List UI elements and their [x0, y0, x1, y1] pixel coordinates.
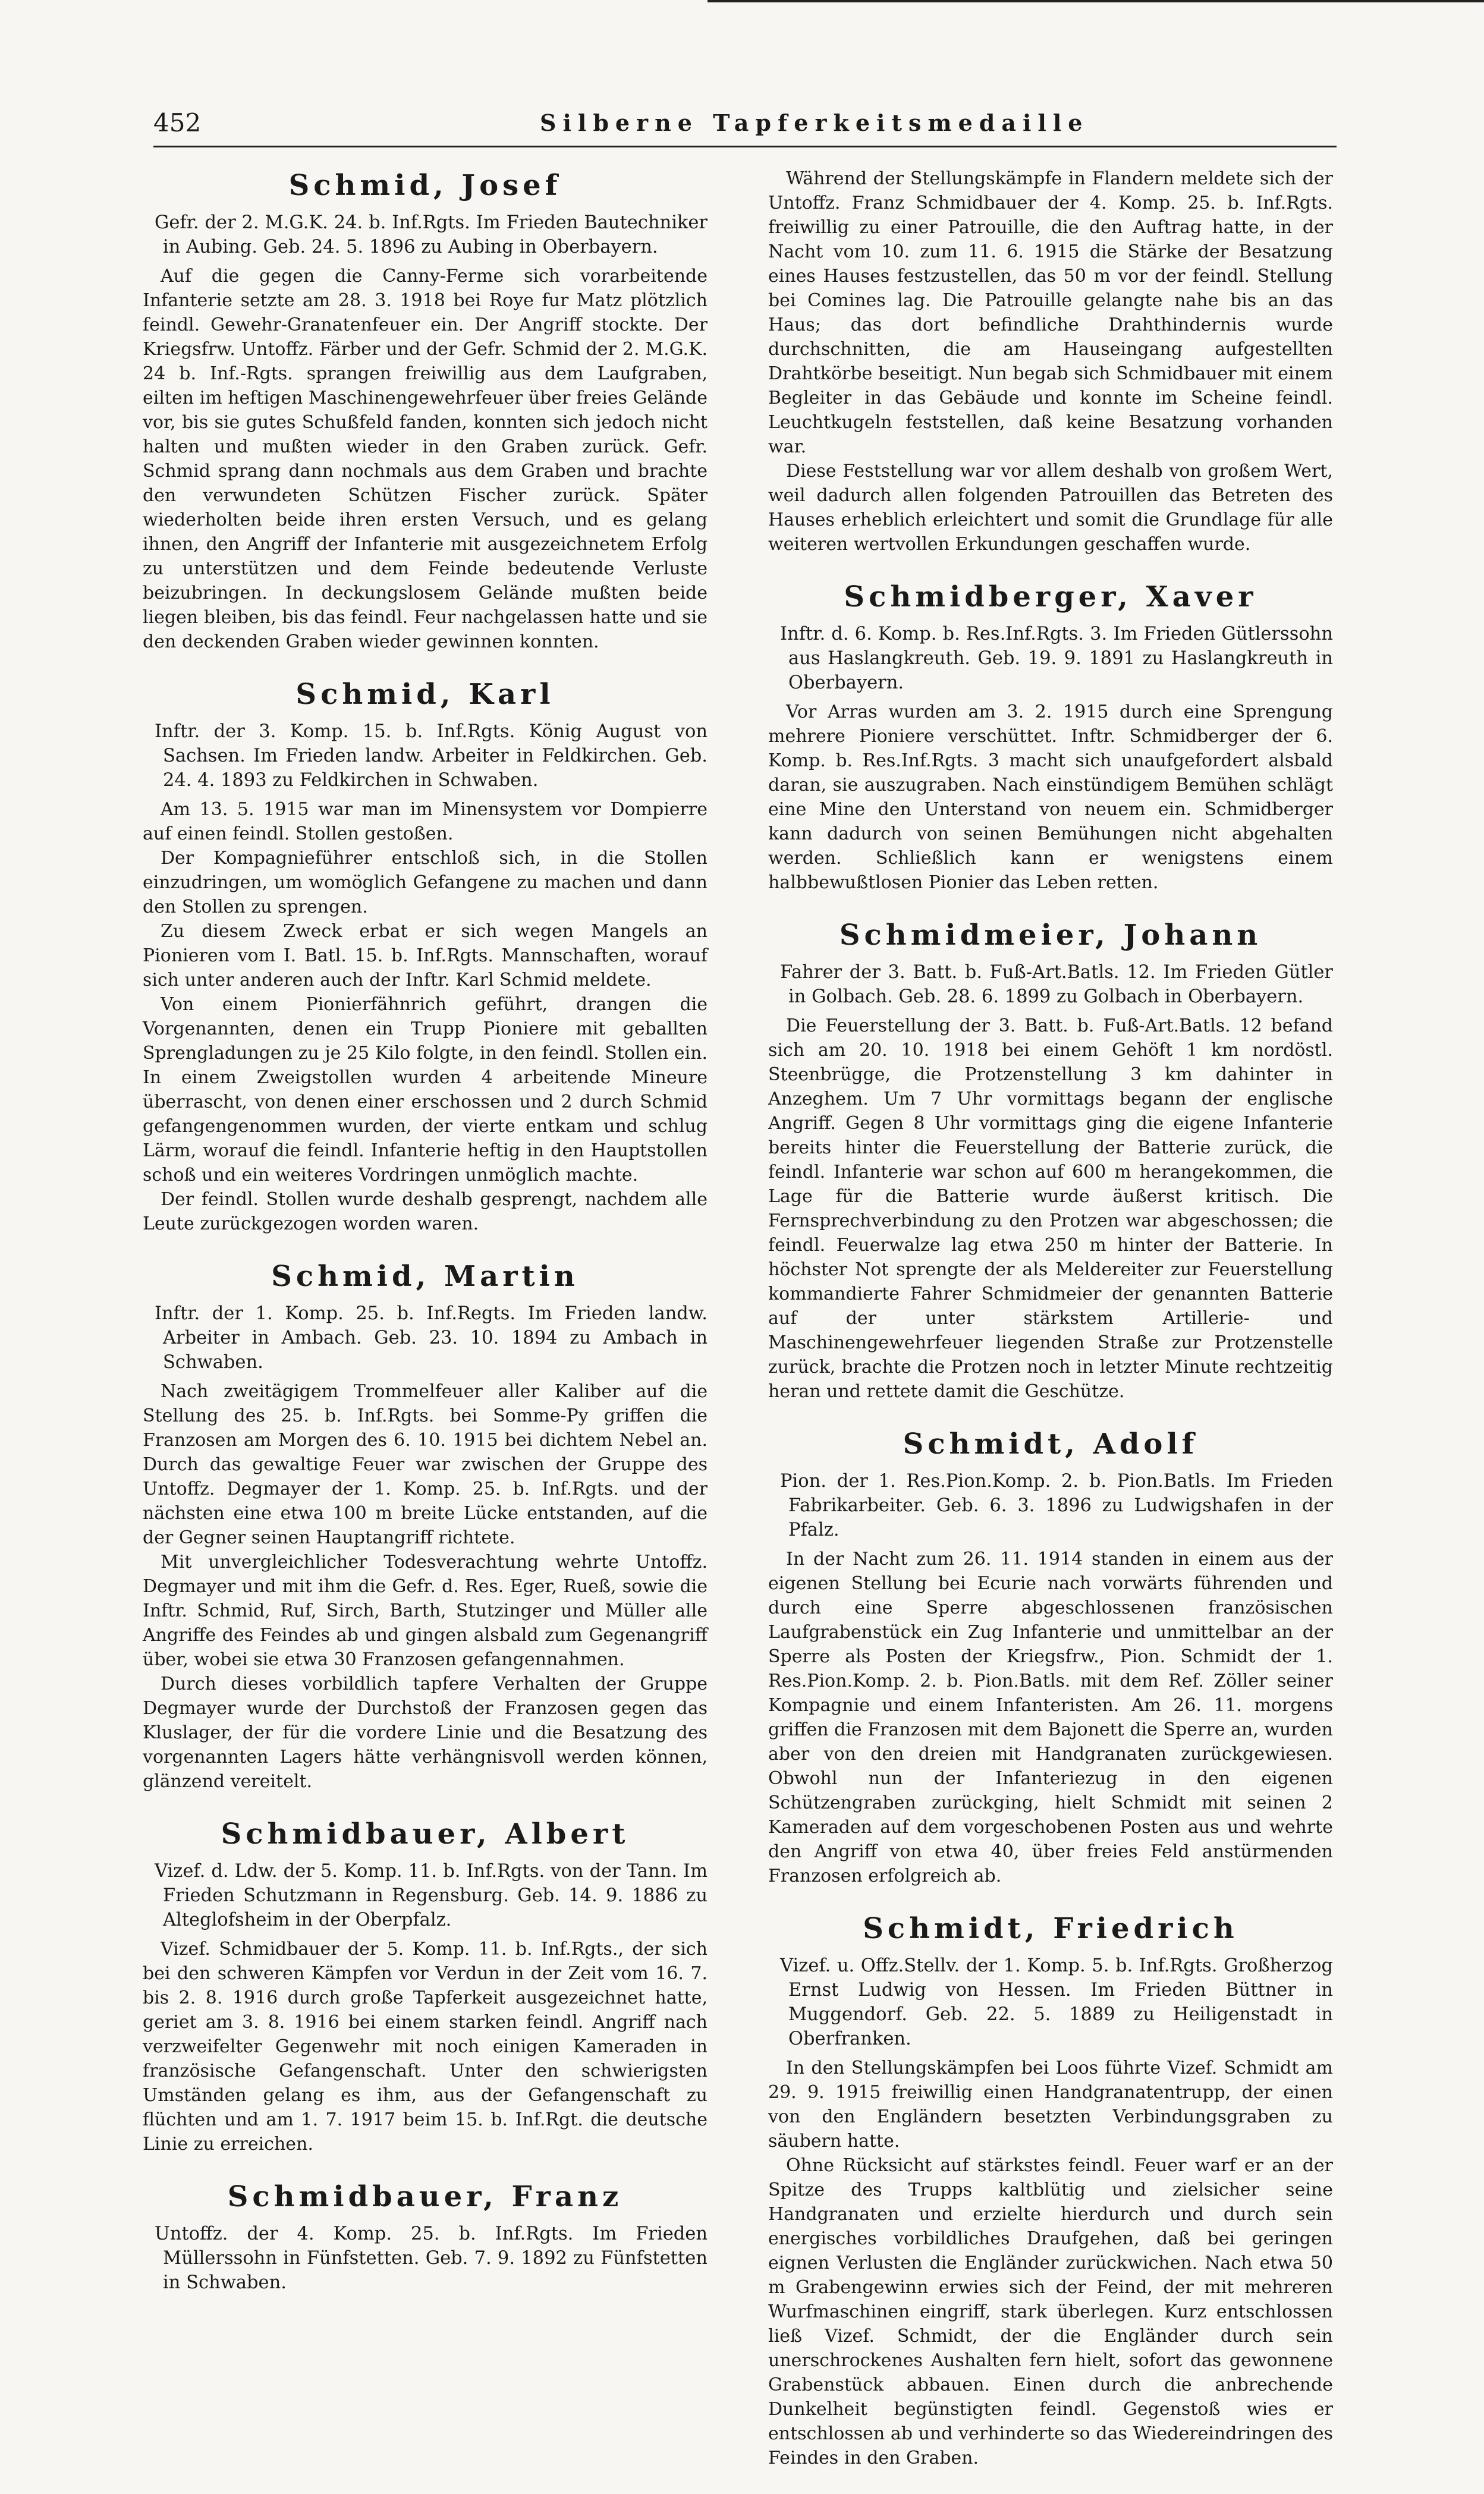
entry-header: Pion. der 1. Res.Pion.Komp. 2. b. Pion.Batls. Im Frieden Fabrikarbeiter. Geb. 6. 3. 1896 zu Ludwigshafen in der Pfalz.	[780, 1471, 1333, 1540]
entry-name: Schmid, Josef	[288, 169, 562, 202]
entry-name: Schmidbauer, Franz	[227, 2180, 623, 2213]
left-column	[143, 166, 708, 2319]
entry-paragraph: Von einem Pionierfähnrich geführt, drangen die Vorgenannten, denen ein Trupp Pioniere mit geballten Sprengladungen zu je 25 Kilo folgte, in den feindl. Stollen ein. In einem Zweigstollen wurden 4 arbeitende Mineure überrascht, von denen einer erschossen und 2 durch Schmid gefangengenommen wurden, der vierte entkam und schlug Lärm, worauf die feindl. Infanterie heftig in den Hauptstollen schoß und ein weiteres Vordringen unmöglich machte.	[143, 994, 708, 1185]
entry-paragraph: Durch dieses vorbildlich tapfere Verhalten der Gruppe Degmayer wurde der Durchstoß der Franzosen gegen das Kluslager, der für die vordere Linie und die Besatzung des vorgenannten Lagers hätte verhängnisvoll werden können, glänzend vereitelt.	[143, 1674, 708, 1792]
right-column	[768, 166, 1333, 2494]
entry	[143, 169, 708, 654]
entry-name: Schmidbauer, Albert	[221, 1817, 630, 1851]
entry	[768, 580, 1333, 895]
entry-paragraph: Am 13. 5. 1915 war man im Minensystem vor Dompierre auf einen feindl. Stollen gestoßen.	[143, 799, 708, 844]
entry-paragraph: Die Feuerstellung der 3. Batt. b. Fuß-Art.Batls. 12 befand sich am 20. 10. 1918 bei einem Gehöft 1 km nordöstl. Steenbrügge, die Protzenstellung 3 km dahinter in Anzeghem. Um 7 Uhr vormittags begann der englische Angriff. Gegen 8 Uhr vormittags ging die eigene Infanterie bereits hinter die Feuerstellung der Batterie zurück, die feindl. Infanterie war schon auf 600 m herangekommen, die Lage für die Batterie wurde äußerst kritisch. Die Fernsprechverbindung zu den Protzen war abgeschossen; die feindl. Feuerwalze lag etwa 250 m hinter der Batterie. In höchster Not sprengte der als Meldereiter zur Feuerstellung kommandierte Fahrer Schmidmeier der genannten Batterie auf der unter stärkstem Artillerie- und Maschinengewehrfeuer liegenden Straße zur Protzenstelle zurück, brachte die Protzen noch in letzter Minute rechtzeitig heran und rettete damit die Geschütze.	[768, 1015, 1333, 1402]
entry	[143, 678, 708, 1236]
entry	[143, 1260, 708, 1794]
entry-header: Gefr. der 2. M.G.K. 24. b. Inf.Rgts. Im Frieden Bautechniker in Aubing. Geb. 24. 5. 1896 zu Aubing in Oberbayern.	[155, 212, 708, 257]
entry-paragraph: Vizef. Schmidbauer der 5. Komp. 11. b. Inf.Rgts., der sich bei den schweren Kämpfen vor Verdun in der Zeit vom 16. 7. bis 2. 8. 1916 durch große Tapferkeit ausgezeichnet hatte, geriet am 3. 8. 1916 bei einem starken feindl. Angriff nach verzweifelter Gegenwehr mit noch einigen Kameraden in französische Gefangenschaft. Unter den schwierigsten Umständen gelang es ihm, aus der Gefangenschaft zu flüchten und am 1. 7. 1917 beim 15. b. Inf.Rgt. die deutsche Linie zu erreichen.	[143, 1939, 708, 2155]
entry	[768, 919, 1333, 1404]
entry-paragraph: Auf die gegen die Canny-Ferme sich vorarbeitende Infanterie setzte am 28. 3. 1918 bei Roye fur Matz plötzlich feindl. Gewehr-Granatenfeuer ein. Der Angriff stockte. Der Kriegsfrw. Untoffz. Färber und der Gefr. Schmid der 2. M.G.K. 24 b. Inf.-Rgts. sprangen freiwillig aus dem Laufgraben, eilten im heftigen Maschinengewehrfeuer über freies Gelände vor, bis sie gutes Schußfeld fanden, konnten sich jedoch nicht halten und mußten wieder in den Graben zurück. Gefr. Schmid sprang dann nochmals aus dem Graben und brachte den verwundeten Schützen Fischer zurück. Später wiederholten beide ihren ersten Versuch, und es gelang ihnen, den Angriff der Infanterie mit ausgezeichnetem Erfolg zu unterstützen und dem Feinde bedeutende Verluste beizubringen. In deckungslosem Gelände mußten beide liegen bleiben, bis das feindl. Feur nachgelassen hatte und sie den deckenden Graben wieder gewinnen konnten.	[143, 266, 708, 652]
entry-paragraph: Der feindl. Stollen wurde deshalb gesprengt, nachdem alle Leute zurückgezogen worden waren.	[143, 1189, 708, 1234]
entry-paragraph: Ohne Rücksicht auf stärkstes feindl. Feuer warf er an der Spitze des Trupps kaltblütig und zielsicher seine Handgranaten und erzielte hierdurch und durch sein energisches vorbildliches Draufgehen, daß bei geringen eignen Verlusten die Engländer zurückwichen. Nach etwa 50 m Grabengewinn erwies sich der Feind, der mit mehreren Wurfmaschinen eingriff, stark überlegen. Kurz entschlossen ließ Vizef. Schmidt, der die Engländer durch sein unerschrockenes Aushalten fern hielt, sofort das gewonnene Grabenstück abbauen. Einen durch die anbrechende Dunkelheit begünstigten feindl. Gegenstoß wies er entschlossen ab und verhinderte so das Wiedereindringen des Feindes in den Graben.	[768, 2155, 1333, 2468]
entry-paragraph: Mit unvergleichlicher Todesverachtung wehrte Untoffz. Degmayer und mit ihm die Gefr. d. Res. Eger, Rueß, sowie die Inftr. Schmid, Ruf, Sirch, Barth, Stutzinger und Müller alle Angriffe des Feindes ab und gingen alsbald zum Gegenangriff über, wobei sie etwa 30 Franzosen gefangennahmen.	[143, 1552, 708, 1670]
entry-name: Schmidberger, Xaver	[844, 580, 1257, 614]
entry-header: Vizef. d. Ldw. der 5. Komp. 11. b. Inf.Rgts. von der Tann. Im Frieden Schutzmann in Regensburg. Geb. 14. 9. 1886 zu Alteglofsheim in der Oberpfalz.	[155, 1861, 708, 1930]
entry-header: Untoffz. der 4. Komp. 25. b. Inf.Rgts. Im Frieden Müllerssohn in Fünfstetten. Geb. 7. 9. 1892 zu Fünfstetten in Schwaben.	[155, 2223, 708, 2293]
entry-paragraph: Nach zweitägigem Trommelfeuer aller Kaliber auf die Stellung des 25. b. Inf.Rgts. bei Somme-Py griffen die Franzosen am Morgen des 6. 10. 1915 bei dichtem Nebel an. Durch das gewaltige Feuer war zwischen der Gruppe des Untoffz. Degmayer der 1. Komp. 25. b. Inf.Rgts. und der nächsten eine etwa 100 m breite Lücke entstanden, auf die der Gegner seinen Hauptangriff richtete.	[143, 1381, 708, 1548]
entry-name: Schmidmeier, Johann	[839, 919, 1262, 952]
entry	[143, 2180, 708, 2295]
entry	[768, 1427, 1333, 1888]
entry-paragraph: Während der Stellungskämpfe in Flandern meldete sich der Untoffz. Franz Schmidbauer der 4. Komp. 25. b. Inf.Rgts. freiwillig zu einer Patrouille, die den Auftrag hatte, in der Nacht vom 10. zum 11. 6. 1915 die Stärke der Besatzung eines Hauses festzustellen, das 50 m vor der feindl. Stellung bei Comines lag. Die Patrouille gelangte nahe bis an das Haus; das dort befindliche Drahthindernis wurde durchschnitten, die am Hauseingang aufgestellten Drahtkörbe beseitigt. Nun begab sich Schmidbauer mit einem Begleiter in das Gebäude und konnte im Scheine feindl. Leuchtkugeln feststellen, daß keine Besatzung vorhanden war.	[768, 168, 1333, 457]
entry	[768, 166, 1333, 556]
entry	[768, 1912, 1333, 2470]
entry-paragraph: Diese Feststellung war vor allem deshalb von großem Wert, weil dadurch allen folgenden Patrouillen das Betreten des Hauses erheblich erleichtert und somit die Grundlage für alle weiteren wertvollen Erkundungen geschaffen wurde.	[768, 461, 1333, 555]
entry-header: Inftr. der 1. Komp. 25. b. Inf.Regts. Im Frieden landw. Arbeiter in Ambach. Geb. 23. 10. 1894 zu Ambach in Schwaben.	[155, 1303, 708, 1373]
running-title: Silberne Tapferkeitsmedaille	[540, 109, 1089, 136]
page-number: 452	[153, 108, 202, 137]
entry-header: Inftr. der 3. Komp. 15. b. Inf.Rgts. König August von Sachsen. Im Frieden landw. Arbeiter in Feldkirchen. Geb. 24. 4. 1893 zu Feldkirchen in Schwaben.	[155, 721, 708, 791]
entry-paragraph: Vor Arras wurden am 3. 2. 1915 durch eine Sprengung mehrere Pioniere verschüttet. Inftr. Schmidberger der 6. Komp. b. Res.Inf.Rgts. 3 macht sich unaufgefordert alsbald daran, sie auszugraben. Nach einstündigem Bemühen schlägt eine Mine den Unterstand von neuem ein. Schmidberger kann dadurch von seinen Bemühungen nicht abgehalten werden. Schließlich kann er wenigstens einem halbbewußtlosen Pionier das Leben retten.	[768, 702, 1333, 893]
entry-paragraph: In den Stellungskämpfen bei Loos führte Vizef. Schmidt am 29. 9. 1915 freiwillig einen Handgranatentrupp, der einen von den Engländern besetzten Verbindungsgraben zu säubern hatte.	[768, 2058, 1333, 2152]
entry-header: Vizef. u. Offz.Stellv. der 1. Komp. 5. b. Inf.Rgts. Großherzog Ernst Ludwig von Hessen. Im Frieden Büttner in Muggendorf. Geb. 22. 5. 1889 zu Heiligenstadt in Oberfranken.	[780, 1955, 1333, 2049]
entry-name: Schmid, Karl	[295, 678, 555, 711]
entry-name: Schmidt, Adolf	[903, 1427, 1199, 1461]
entry-header: Inftr. d. 6. Komp. b. Res.Inf.Rgts. 3. Im Frieden Gütlerssohn aus Haslangkreuth. Geb. 19. 9. 1891 zu Haslangkreuth in Oberbayern.	[780, 624, 1333, 693]
entry-name: Schmid, Martin	[271, 1260, 579, 1293]
entry-name: Schmidt, Friedrich	[863, 1912, 1238, 1945]
entry-header: Fahrer der 3. Batt. b. Fuß-Art.Batls. 12. Im Frieden Gütler in Golbach. Geb. 28. 6. 1899 zu Golbach in Oberbayern.	[780, 962, 1333, 1007]
header-rule	[153, 146, 1337, 147]
top-border-rule	[708, 0, 1484, 2]
entry-paragraph: In der Nacht zum 26. 11. 1914 standen in einem aus der eigenen Stellung bei Ecurie nach vorwärts führenden und durch eine Sperre abgeschlossenen französischen Laufgrabenstück ein Zug Infanterie und unmittelbar an der Sperre als Posten der Kriegsfrw., Pion. Schmidt der 1. Res.Pion.Komp. 2. b. Pion.Batls. mit dem Ref. Zöller seiner Kompagnie und einem Infanteristen. Am 26. 11. morgens griffen die Franzosen mit dem Bajonett die Sperre an, wurden aber von den dreien mit Handgranaten zurückgewiesen. Obwohl nun der Infanteriezug in den eigenen Schützengraben zurückging, hielt Schmidt mit seinen 2 Kameraden auf dem vorgeschobenen Posten aus und wehrte den Angriff von etwa 40, über freies Feld anstürmenden Franzosen erfolgreich ab.	[768, 1549, 1333, 1886]
entry	[143, 1817, 708, 2156]
page-header	[153, 106, 1337, 147]
entry-paragraph: Zu diesem Zweck erbat er sich wegen Mangels an Pionieren vom I. Batl. 15. b. Inf.Rgts. Mannschaften, worauf sich unter anderen auch der Inftr. Karl Schmid meldete.	[143, 921, 708, 990]
entry-paragraph: Der Kompagnieführer entschloß sich, in die Stollen einzudringen, um womöglich Gefangene zu machen und dann den Stollen zu sprengen.	[143, 848, 708, 917]
